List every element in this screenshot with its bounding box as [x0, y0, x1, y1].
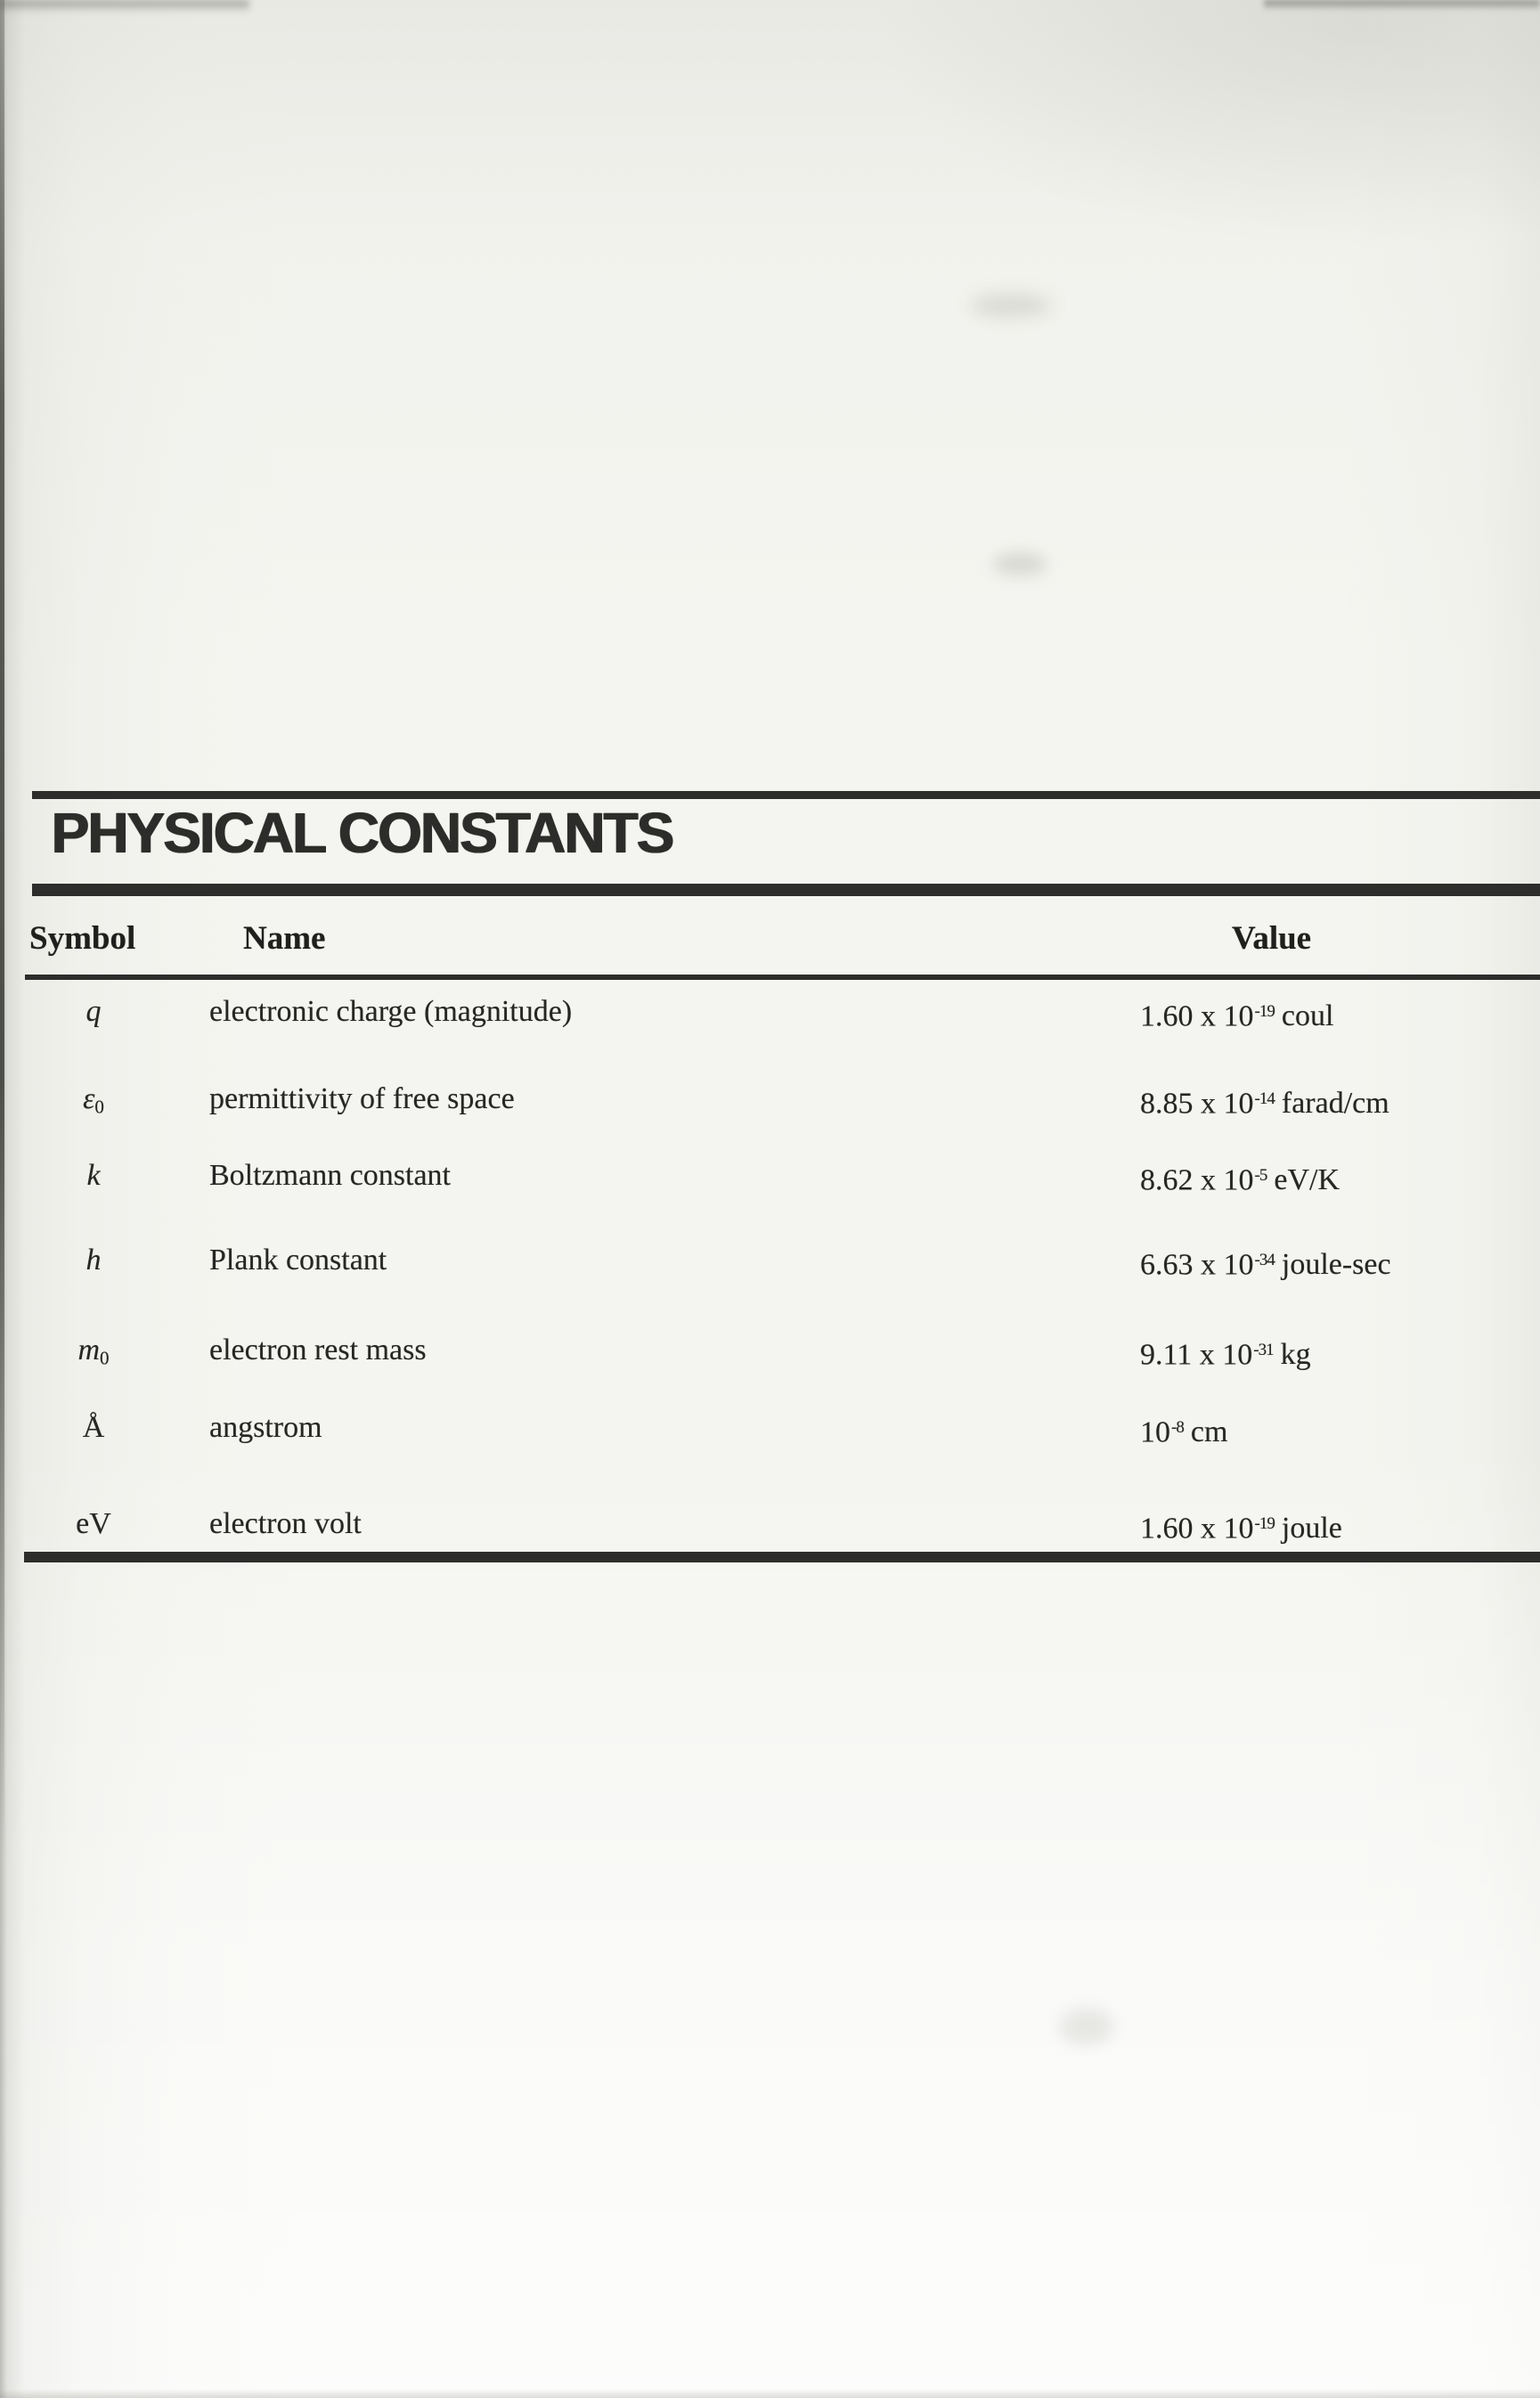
symbol-base: h: [86, 1244, 102, 1276]
title-rule-bottom: [32, 884, 1540, 896]
table-row: [0, 991, 1540, 1033]
name-cell: angstrom: [209, 1411, 322, 1444]
table-row: [0, 1407, 1540, 1449]
scan-bottom-edge-shadow: [0, 2389, 1540, 2398]
value-exponent: -5: [1254, 1166, 1267, 1185]
value-cell: [1140, 1329, 1311, 1376]
symbol-base: q: [86, 995, 102, 1028]
symbol-cell: [36, 1407, 151, 1456]
value-cell: [1140, 1407, 1227, 1454]
table-row: [0, 1154, 1540, 1197]
column-header-name: Name: [243, 920, 326, 957]
column-header-symbol: Symbol: [29, 920, 136, 957]
symbol-cell: [36, 991, 151, 1040]
value-exponent: -34: [1254, 1251, 1275, 1269]
name-cell: Boltzmann constant: [209, 1159, 452, 1192]
value-mantissa: 6.63 x 10: [1140, 1248, 1254, 1282]
value-mantissa: 8.62 x 10: [1140, 1163, 1254, 1197]
value-unit: cm: [1190, 1415, 1228, 1449]
value-cell: [1140, 1078, 1389, 1125]
name-cell: permittivity of free space: [209, 1082, 515, 1115]
name-cell: Plank constant: [209, 1244, 387, 1276]
column-header-value: Value: [1232, 920, 1312, 957]
scan-smudge-lower: [1060, 2009, 1113, 2044]
name-cell: electronic charge (magnitude): [209, 995, 573, 1028]
name-cell: electron rest mass: [209, 1334, 427, 1366]
name-cell: electron volt: [209, 1507, 362, 1540]
symbol-cell: [36, 1078, 151, 1128]
value-cell: [1140, 1154, 1340, 1202]
table-row: [0, 1329, 1540, 1372]
table-row: [0, 1239, 1540, 1282]
value-unit: coul: [1281, 999, 1334, 1033]
value-cell: [1140, 1503, 1342, 1550]
value-exponent: -14: [1254, 1089, 1275, 1108]
symbol-base: eV: [76, 1507, 111, 1540]
value-mantissa: 1.60 x 10: [1140, 1512, 1254, 1546]
value-mantissa: 1.60 x 10: [1140, 999, 1254, 1033]
symbol-cell: [36, 1239, 151, 1289]
symbol-cell: [36, 1503, 151, 1553]
header-underline-rule: [25, 975, 1540, 980]
value-exponent: -19: [1254, 1514, 1275, 1533]
value-mantissa: 10: [1140, 1415, 1170, 1449]
value-unit: farad/cm: [1281, 1087, 1389, 1121]
value-unit: eV/K: [1274, 1163, 1340, 1197]
value-cell: [1140, 1239, 1391, 1286]
scan-smudge-upper: [971, 294, 1051, 317]
value-unit: joule-sec: [1281, 1248, 1391, 1282]
value-unit: joule: [1281, 1512, 1342, 1546]
title-rule-top: [32, 791, 1540, 799]
symbol-subscript: 0: [100, 1347, 110, 1369]
value-mantissa: 8.85 x 10: [1140, 1087, 1254, 1121]
table-row: [0, 1503, 1540, 1546]
symbol-cell: [36, 1329, 151, 1379]
scan-smudge-top-left: [0, 0, 249, 12]
scan-smudge-top-right: [1264, 0, 1540, 11]
symbol-subscript: 0: [94, 1096, 104, 1118]
symbol-cell: [36, 1154, 151, 1204]
symbol-base: Å: [82, 1411, 105, 1444]
symbol-base: m: [77, 1334, 100, 1366]
symbol-base: ε: [83, 1082, 95, 1115]
table-header-row: [0, 918, 1540, 960]
value-cell: [1140, 991, 1333, 1038]
scan-smudge-middle: [993, 552, 1047, 575]
page-title: PHYSICAL CONSTANTS: [51, 801, 672, 865]
value-exponent: -8: [1171, 1418, 1184, 1437]
value-unit: kg: [1280, 1338, 1311, 1372]
value-mantissa: 9.11 x 10: [1140, 1338, 1253, 1372]
symbol-base: k: [86, 1159, 101, 1192]
table-bottom-rule: [24, 1552, 1540, 1562]
value-exponent: -19: [1254, 1002, 1275, 1021]
value-exponent: -31: [1253, 1341, 1274, 1359]
table-row: [0, 1078, 1540, 1121]
